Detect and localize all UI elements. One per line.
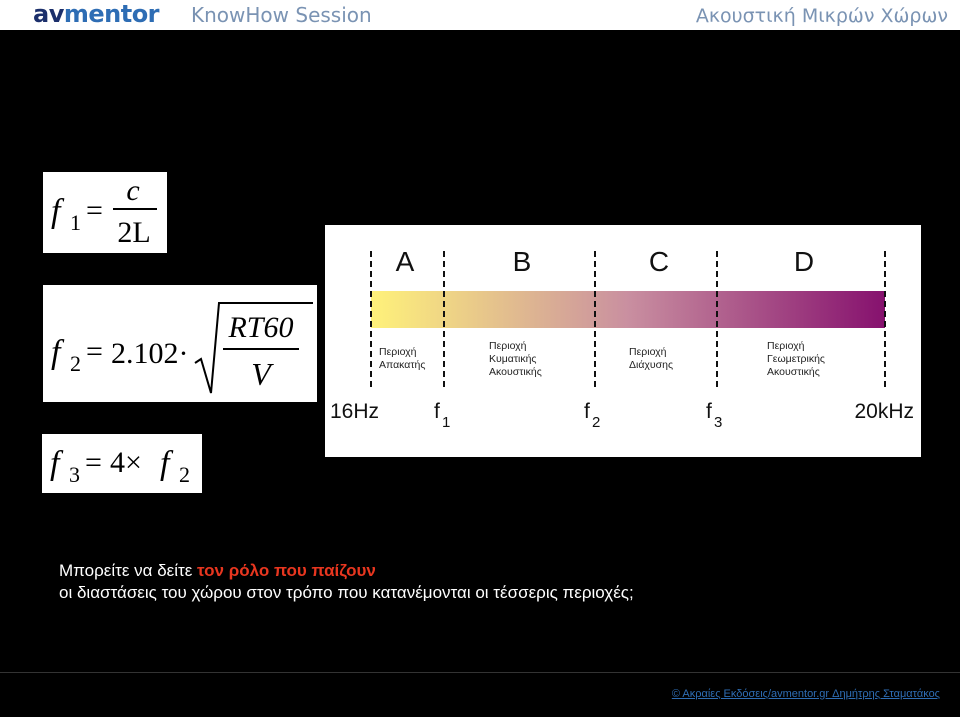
caption-line-2: οι διαστάσεις του χώρου στον τρόπο που κατανέμονται οι τέσσερις περιοχές; (59, 583, 634, 602)
region-letter-a: A (395, 246, 415, 277)
tick-f2-sub: 2 (592, 414, 601, 431)
formula-f3-eq: = (85, 446, 102, 479)
formula-f2-sub: 2 (70, 351, 81, 376)
formula-f1-eq: = (86, 194, 103, 227)
formula-f1 (43, 172, 167, 253)
formula-f3-f: f (50, 445, 60, 482)
slide-topic: Ακουστική Μικρών Χώρων (695, 5, 948, 27)
region-b-label-3: Ακουστικής (489, 366, 542, 378)
formula-f1-sub: 1 (70, 210, 81, 235)
tick-f1: f (434, 400, 440, 423)
region-c-label-2: Διάχυσης (629, 359, 674, 371)
formula-f2-den: V (251, 356, 271, 392)
frequency-spectrum-diagram (325, 225, 921, 457)
formula-f3-f2: f (160, 445, 170, 482)
formula-f2-eq: = (86, 335, 103, 368)
spectrum-gradient-bar (371, 291, 885, 328)
formula-f3-sub: 3 (69, 462, 80, 487)
region-c-label-1: Περιοχή (629, 346, 667, 358)
tick-20khz: 20kHz (854, 400, 914, 423)
formula-f3-four: 4× (110, 446, 142, 479)
formula-f1-den: 2L (117, 216, 151, 249)
region-letter-d: D (793, 246, 815, 277)
session-title: KnowHow Session (191, 3, 372, 27)
formula-f3-sub2: 2 (179, 462, 190, 487)
formula-f2 (43, 285, 317, 402)
tick-f1-sub: 1 (442, 414, 451, 431)
question-caption (59, 560, 634, 604)
formula-f2-f: f (51, 334, 61, 371)
tick-f2: f (584, 400, 590, 423)
tick-f3-sub: 3 (714, 414, 723, 431)
tick-16hz: 16Hz (330, 400, 380, 423)
formula-f3 (42, 434, 202, 493)
region-a-label-1: Περιοχή (379, 346, 417, 358)
region-a-label-2: Απακατής (379, 359, 426, 371)
formula-f2-num: RT60 (228, 311, 294, 344)
avmentor-logo: avmentor (33, 0, 160, 28)
caption-line-1: Μπορείτε να δείτε τον ρόλο που παίζουν (59, 561, 376, 580)
footer-divider (0, 672, 960, 673)
formula-f1-num: c (126, 174, 140, 207)
region-d-label-3: Ακουστικής (767, 366, 820, 378)
region-letter-b: B (512, 246, 532, 277)
formula-f1-f: f (51, 193, 61, 230)
region-d-label-1: Περιοχή (767, 340, 805, 352)
region-b-label-1: Περιοχή (489, 340, 527, 352)
caption-highlight: τον ρόλο που παίζουν (197, 561, 376, 580)
tick-f3: f (706, 400, 712, 423)
region-letter-c: C (648, 246, 670, 277)
top-bar (0, 0, 960, 30)
region-b-label-2: Κυματικής (489, 353, 537, 365)
formula-f2-coef: 2.102· (111, 337, 189, 370)
copyright-credit-link[interactable]: © Ακραίες Εκδόσεις/avmentor.gr Δημήτρης Σταματάκος (671, 688, 940, 700)
region-d-label-2: Γεωμετρικής (767, 353, 825, 365)
